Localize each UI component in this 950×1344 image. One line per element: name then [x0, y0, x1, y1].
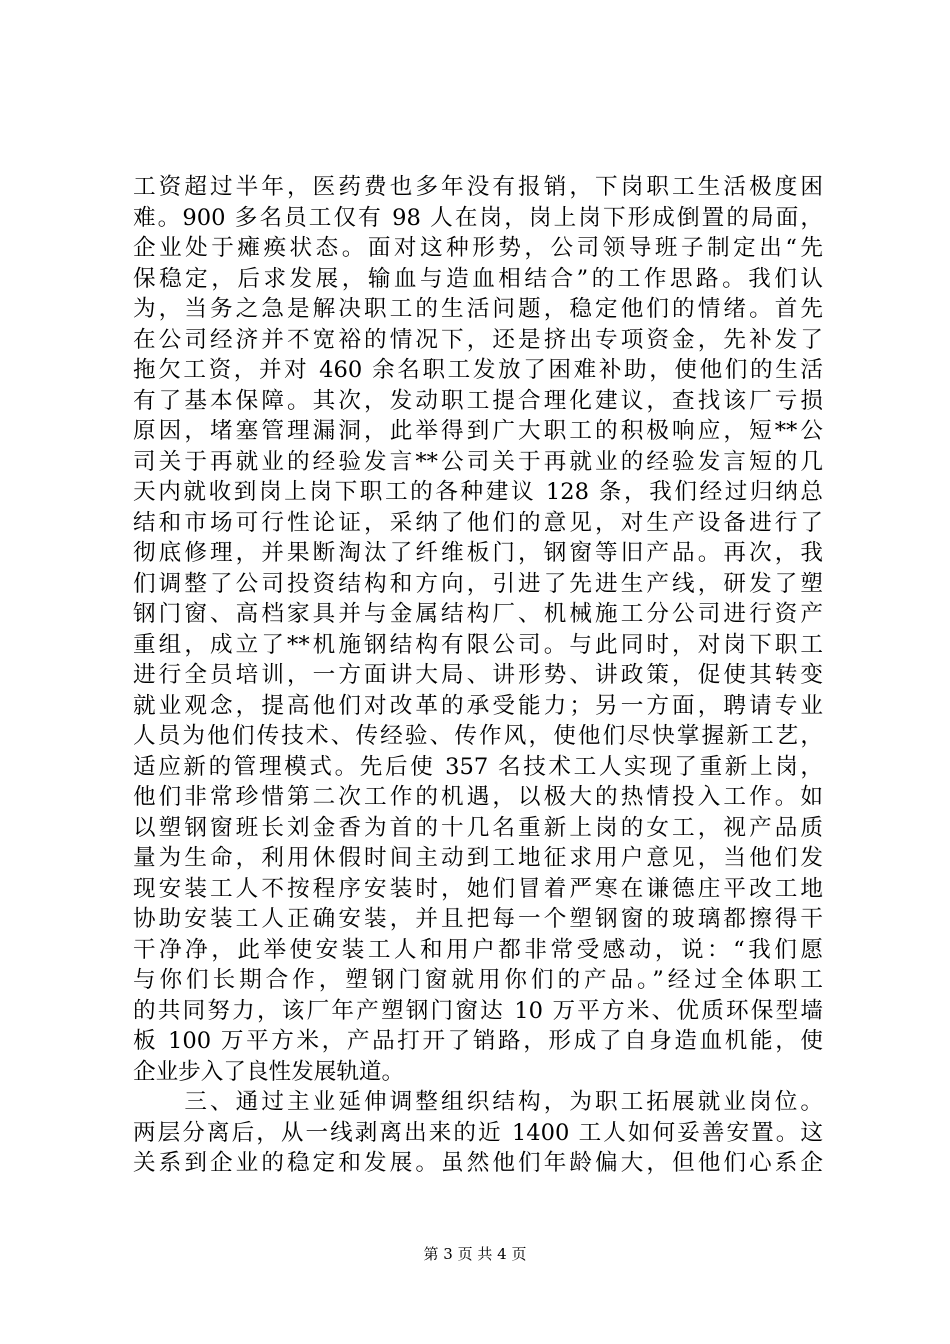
- text-line: 拖欠工资，并对 460 余名职工发放了困难补助，使他们的生活: [133, 357, 823, 383]
- text-line: 板 100 万平方米，产品打开了销路，形成了自身造血机能，使: [133, 1028, 823, 1054]
- text-line: 企业处于瘫痪状态。面对这种形势，公司领导班子制定出“先: [133, 235, 823, 261]
- text-line: 保稳定，后求发展，输血与造血相结合”的工作思路。我们认: [133, 265, 823, 292]
- text-line: 适应新的管理模式。先后使 357 名技术工人实现了重新上岗，: [133, 753, 823, 780]
- page-footer: 第 3 页 共 4 页: [423, 1245, 527, 1263]
- text-line: 关系到企业的稳定和发展。虽然他们年龄偏大，但他们心系企: [133, 1150, 823, 1176]
- text-line: 他们非常珍惜第二次工作的机遇，以极大的热情投入工作。如: [133, 784, 823, 810]
- text-line: 人员为他们传技术、传经验、传作风，使他们尽快掌握新工艺，: [133, 723, 823, 749]
- text-line: 工资超过半年，医药费也多年没有报销，下岗职工生活极度困: [133, 174, 823, 200]
- text-line: 为，当务之急是解决职工的生活问题，稳定他们的情绪。首先: [133, 296, 823, 322]
- text-line: 难。900 多名员工仅有 98 人在岗，岗上岗下形成倒置的局面，: [133, 204, 823, 231]
- text-line: 有了基本保障。其次，发动职工提合理化建议，查找该厂亏损: [133, 387, 823, 414]
- text-line: 企业步入了良性发展轨道。: [133, 1058, 405, 1085]
- text-line: 量为生命，利用休假时间主动到工地征求用户意见，当他们发: [133, 845, 823, 871]
- document-body: [133, 172, 823, 1179]
- text-line: 就业观念，提高他们对改革的承受能力；另一方面，聘请专业: [133, 692, 823, 719]
- text-line: 司关于再就业的经验发言**公司关于再就业的经验发言短的几: [133, 448, 823, 475]
- text-line: 们调整了公司投资结构和方向，引进了先进生产线，研发了塑: [133, 570, 823, 597]
- text-line: 两层分离后，从一线剥离出来的近 1400 工人如何妥善安置。这: [133, 1119, 823, 1146]
- section-heading-line: 三、通过主业延伸调整组织结构，为职工拓展就业岗位。: [133, 1089, 823, 1115]
- text-line: 钢门窗、高档家具并与金属结构厂、机械施工分公司进行资产: [133, 601, 823, 627]
- text-line: 原因，堵塞管理漏洞，此举得到广大职工的积极响应，短**公: [133, 418, 823, 444]
- text-line: 以塑钢窗班长刘金香为首的十几名重新上岗的女工，视产品质: [133, 814, 823, 841]
- text-line: 结和市场可行性论证，采纳了他们的意见，对生产设备进行了: [133, 509, 823, 536]
- text-line: 协助安装工人正确安装，并且把每一个塑钢窗的玻璃都擦得干: [133, 906, 823, 932]
- text-line: 重组，成立了**机施钢结构有限公司。与此同时，对岗下职工: [133, 631, 823, 658]
- text-line: 干净净，此举使安装工人和用户都非常受感动，说：“我们愿: [133, 936, 823, 963]
- text-line: 的共同努力，该厂年产塑钢门窗达 10 万平方米、优质环保型墙: [133, 997, 823, 1024]
- text-line: 进行全员培训，一方面讲大局、讲形势、讲政策，促使其转变: [133, 662, 823, 688]
- text-line: 天内就收到岗上岗下职工的各种建议 128 条，我们经过归纳总: [133, 479, 823, 505]
- text-line: 彻底修理，并果断淘汰了纤维板门，钢窗等旧产品。再次，我: [133, 540, 823, 566]
- text-line: 与你们长期合作，塑钢门窗就用你们的产品。”经过全体职工: [133, 967, 823, 993]
- text-line: 在公司经济并不宽裕的情况下，还是挤出专项资金，先补发了: [133, 326, 823, 353]
- text-line: 现安装工人不按程序安装时，她们冒着严寒在谦德庄平改工地: [133, 875, 823, 902]
